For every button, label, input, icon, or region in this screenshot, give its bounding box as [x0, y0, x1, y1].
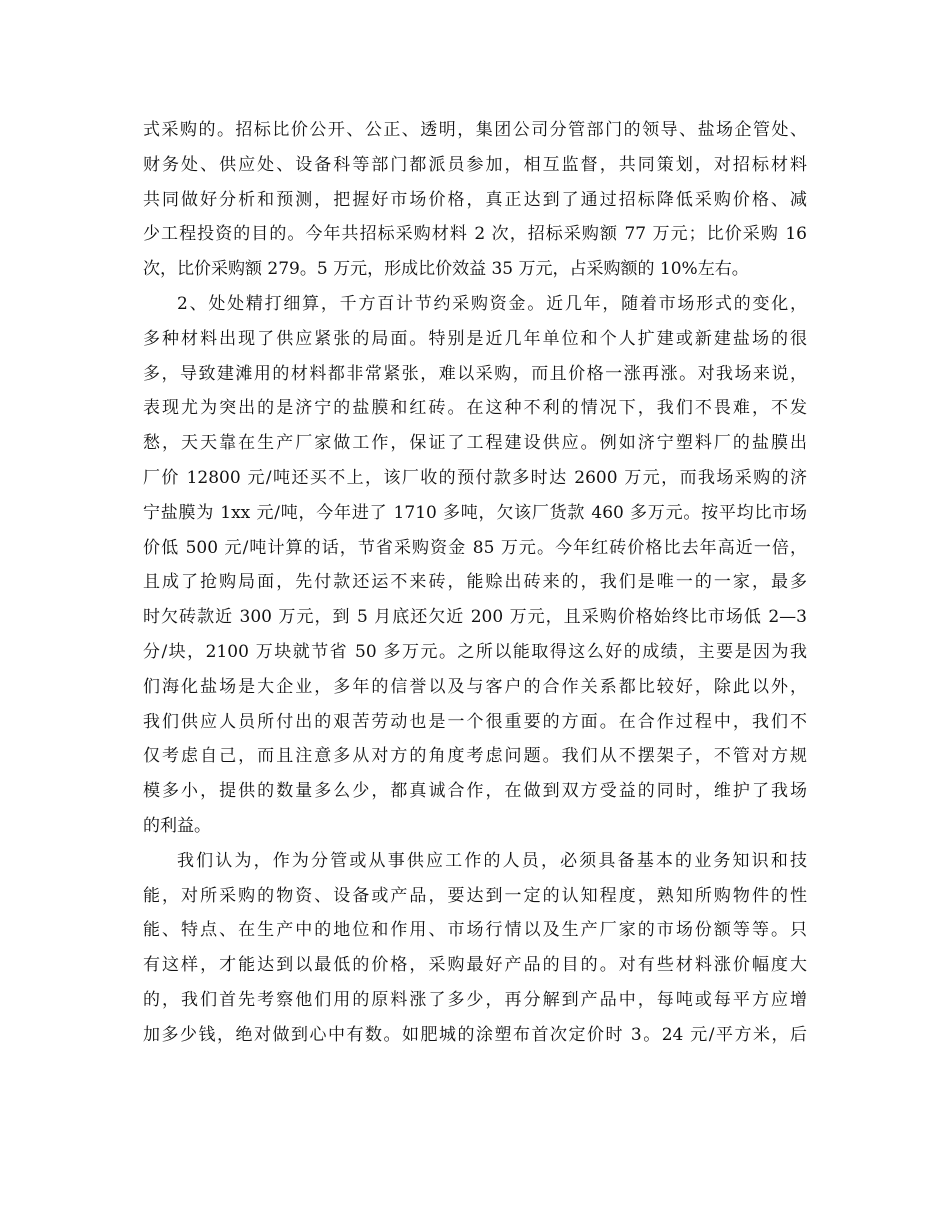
- text-line: 多种材料出现了供应紧张的局面。特别是近几年单位和个人扩建或新建盐场的很: [143, 328, 807, 349]
- text-line: 式采购的。招标比价公开、公正、透明，集团公司分管部门的领导、盐场企管处、: [143, 120, 807, 140]
- text-line: 且成了抢购局面，先付款还运不来砖，能赊出砖来的，我们是唯一的一家，最多: [143, 572, 807, 593]
- text-line: 财务处、供应处、设备科等部门都派员参加，相互监督，共同策划，对招标材料: [143, 154, 807, 175]
- text-line: 次，比价采购额 279。5 万元，形成比价效益 35 万元，占采购额的 10%左右。: [143, 259, 749, 280]
- text-line: 厂价 12800 元/吨还买不上，该厂收的预付款多时达 2600 万元，而我场采购的济: [143, 467, 807, 488]
- text-line: 宁盐膜为 1xx 元/吨，今年进了 1710 多吨，欠该厂货款 460 多万元。按平均比市场: [143, 502, 807, 523]
- text-line: 少工程投资的目的。今年共招标采购材料 2 次，招标采购额 77 万元；比价采购 16: [143, 224, 807, 245]
- text-line: 的，我们首先考察他们用的原料涨了多少，再分解到产品中，每吨或每平方应增: [143, 989, 807, 1010]
- text-line: 们海化盐场是大企业，多年的信誉以及与客户的合作关系都比较好，除此以外，: [143, 676, 807, 697]
- text-line: 有这样，才能达到以最低的价格，采购最好产品的目的。对有些材料涨价幅度大: [143, 955, 807, 976]
- text-line: 表现尤为突出的是济宁的盐膜和红砖。在这种不利的情况下，我们不畏难，不发: [143, 398, 807, 419]
- text-line: 我们认为，作为分管或从事供应工作的人员，必须具备基本的业务知识和技: [177, 850, 807, 871]
- text-line: 价低 500 元/吨计算的话，节省采购资金 85 万元。今年红砖价格比去年高近一倍，: [143, 537, 807, 558]
- text-line: 时欠砖款近 300 万元，到 5 月底还欠近 200 万元，且采购价格始终比市场低 2—3: [143, 607, 807, 628]
- text-line: 模多小，提供的数量多么少，都真诚合作，在做到双方受益的同时，维护了我场: [143, 781, 807, 802]
- text-line: 的利益。: [143, 815, 211, 836]
- text-line: 我们供应人员所付出的艰苦劳动也是一个很重要的方面。在合作过程中，我们不: [143, 711, 807, 732]
- paragraph: [143, 113, 807, 287]
- text-line: 能，对所采购的物资、设备或产品，要达到一定的认知程度，熟知所购物件的性: [143, 885, 807, 906]
- text-line: 分/块，2100 万块就节省 50 多万元。之所以能取得这么好的成绩，主要是因为我: [143, 641, 807, 662]
- text-line: 能、特点、在生产中的地位和作用、市场行情以及生产厂家的市场份额等等。只: [143, 920, 807, 941]
- text-line: 2、处处精打细算，千方百计节约采购资金。近几年，随着市场形式的变化，: [177, 293, 807, 314]
- text-line: 多，导致建滩用的材料都非常紧张，难以采购，而且价格一涨再涨。对我场来说，: [143, 363, 807, 384]
- text-line: 仅考虑自己，而且注意多从对方的角度考虑问题。我们从不摆架子，不管对方规: [143, 746, 807, 767]
- document-body: [143, 113, 807, 1053]
- paragraph: [143, 844, 807, 1053]
- text-line: 加多少钱，绝对做到心中有数。如肥城的涂塑布首次定价时 3。24 元/平方米，后: [143, 1024, 807, 1045]
- text-line: 共同做好分析和预测，把握好市场价格，真正达到了通过招标降低采购价格、减: [143, 189, 807, 210]
- text-line: 愁，天天靠在生产厂家做工作，保证了工程建设供应。例如济宁塑料厂的盐膜出: [143, 433, 807, 454]
- paragraph: [143, 287, 807, 844]
